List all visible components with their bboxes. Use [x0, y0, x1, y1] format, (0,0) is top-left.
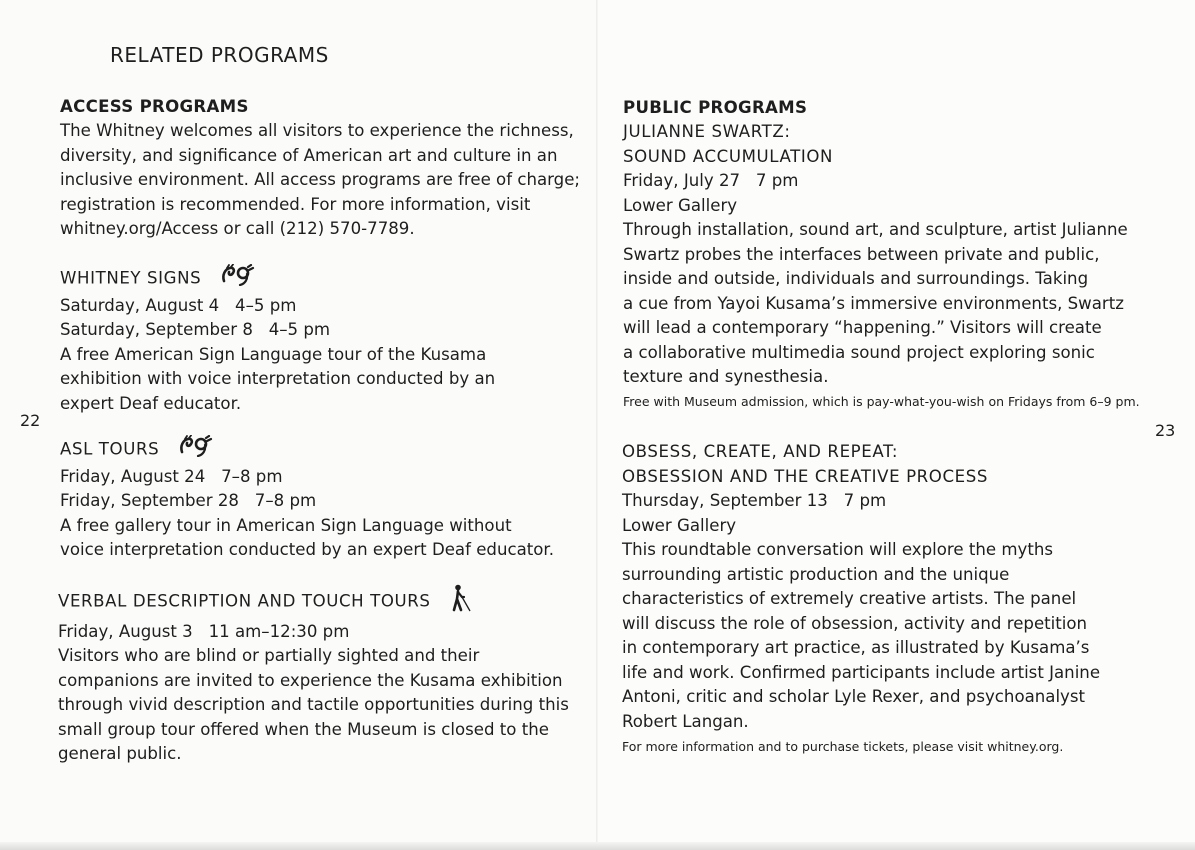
program-desc-line: expert Deaf educator. — [60, 393, 242, 413]
event-desc-line: will discuss the role of obsession, activity and repetition — [622, 613, 1088, 633]
section-heading: PUBLIC PROGRAMS — [623, 98, 808, 117]
program-desc-line: A free American Sign Language tour of the Kusama — [60, 344, 487, 364]
intro-line: The Whitney welcomes all visitors to experience the richness, — [60, 121, 574, 140]
event-desc-line: in contemporary art practice, as illustrated by Kusama’s — [622, 638, 1090, 657]
sign-language-icon — [221, 264, 255, 294]
page-number-left: 22 — [20, 411, 41, 430]
program-desc-line: companions are invited to experience the Kusama exhibition — [58, 670, 563, 690]
program-date: Saturday, September 8 4–5 pm — [60, 320, 331, 339]
program-desc-line: exhibition with voice interpretation conducted by an — [60, 369, 496, 388]
event-desc-line: This roundtable conversation will explore the myths — [622, 540, 1053, 559]
program-desc-line: general public. — [58, 744, 182, 763]
program-date: Friday, August 24 7–8 pm — [60, 466, 283, 486]
event-desc-line: Robert Langan. — [622, 711, 749, 731]
program-desc-line: A free gallery tour in American Sign Language without — [60, 515, 512, 535]
section-heading: ACCESS PROGRAMS — [60, 97, 249, 116]
asl-tours-section — [60, 435, 590, 563]
program-desc-line: voice interpretation conducted by an expert Deaf educator. — [60, 540, 555, 559]
program-desc-line: through vivid description and tactile opportunities during this — [58, 695, 569, 714]
program-heading — [60, 264, 590, 294]
event-title-line: OBSESS, CREATE, AND REPEAT: — [622, 442, 899, 461]
event-title-line: JULIANNE SWARTZ: — [623, 122, 791, 141]
event-desc-line: inside and outside, individuals and surroundings. Taking — [623, 269, 1089, 288]
intro-line: registration is recommended. For more information, visit — [60, 194, 531, 214]
whitney-signs-section — [60, 264, 590, 416]
program-heading — [60, 435, 590, 465]
event-note: Free with Museum admission, which is pay-what-you-wish on Fridays from 6–9 pm. — [623, 393, 1140, 409]
page-number-right: 23 — [1155, 421, 1176, 440]
event-desc-line: will lead a contemporary “happening.” Visitors will create — [623, 318, 1102, 337]
event-location: Lower Gallery — [623, 195, 738, 215]
event-title-line: SOUND ACCUMULATION — [623, 146, 834, 166]
program-date: Saturday, August 4 4–5 pm — [60, 295, 297, 315]
event-desc-line: Antoni, critic and scholar Lyle Rexer, and psychoanalyst — [622, 687, 1086, 706]
program-heading — [58, 584, 593, 620]
event-date: Friday, July 27 7 pm — [623, 171, 799, 190]
event-note: For more information and to purchase tickets, please visit whitney.org. — [622, 739, 1064, 754]
page-title: RELATED PROGRAMS — [110, 43, 329, 67]
event-desc-line: texture and synesthesia. — [623, 367, 829, 386]
verbal-description-section — [58, 584, 593, 767]
intro-line: inclusive environment. All access programs are free of charge; — [60, 170, 580, 189]
program-date: Friday, September 28 7–8 pm — [60, 491, 317, 510]
event-date: Thursday, September 13 7 pm — [622, 491, 887, 510]
access-programs-section — [60, 95, 590, 242]
public-programs-section — [623, 96, 1183, 411]
program-title: VERBAL DESCRIPTION AND TOUCH TOURS — [58, 591, 431, 611]
event-desc-line: Through installation, sound art, and sculpture, artist Julianne — [623, 220, 1128, 239]
blind-person-cane-icon — [450, 584, 472, 620]
obsess-create-repeat-section — [622, 440, 1182, 756]
program-desc-line: small group tour offered when the Museum is closed to the — [58, 719, 549, 739]
program-date: Friday, August 3 11 am–12:30 pm — [58, 621, 350, 641]
intro-line: diversity, and significance of American art and culture in an — [60, 145, 558, 165]
event-location: Lower Gallery — [622, 515, 737, 535]
sign-language-icon — [179, 435, 213, 465]
program-desc-line: Visitors who are blind or partially sighted and their — [58, 646, 480, 665]
event-desc-line: Swartz probes the interfaces between private and public, — [623, 244, 1100, 264]
program-title: ASL TOURS — [60, 439, 160, 459]
event-desc-line: a cue from Yayoi Kusama’s immersive environments, Swartz — [623, 293, 1124, 313]
event-desc-line: life and work. Confirmed participants include artist Janine — [622, 662, 1101, 682]
program-title: WHITNEY SIGNS — [60, 268, 202, 288]
event-desc-line: surrounding artistic production and the unique — [622, 564, 1010, 584]
intro-line: whitney.org/Access or call (212) 570-7789. — [60, 219, 415, 238]
page-bottom-shadow — [0, 842, 1195, 850]
event-desc-line: a collaborative multimedia sound project exploring sonic — [623, 342, 1095, 362]
event-desc-line: characteristics of extremely creative artists. The panel — [622, 589, 1077, 608]
page-gutter — [596, 0, 598, 850]
event-title-line: OBSESSION AND THE CREATIVE PROCESS — [622, 466, 989, 486]
